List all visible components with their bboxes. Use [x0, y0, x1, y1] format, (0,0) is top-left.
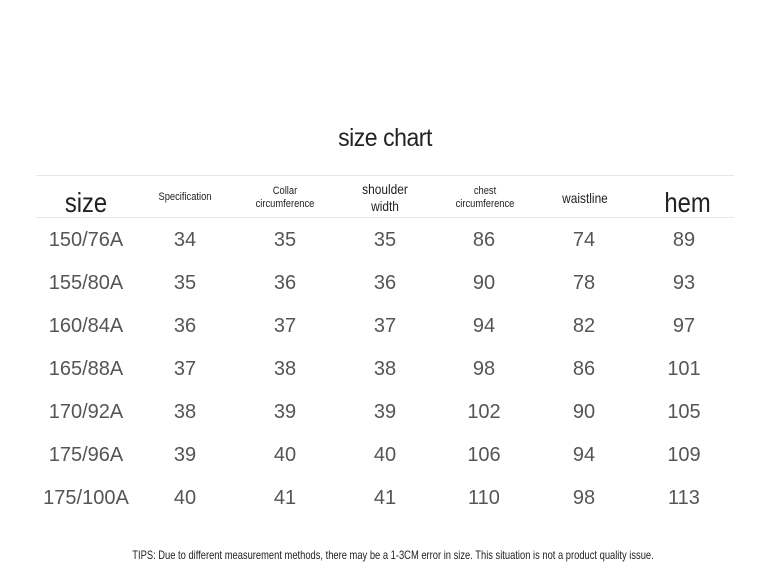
cell-waistline: 82 [572, 315, 596, 337]
cell-shoulder: 35 [373, 229, 397, 251]
cell-collar: 38 [273, 358, 297, 380]
table-row [0, 440, 770, 470]
cell-shoulder: 39 [373, 401, 397, 423]
cell-specification: 35 [173, 272, 197, 294]
cell-size: 175/96A [48, 444, 124, 466]
table-row [0, 311, 770, 341]
cell-specification: 36 [173, 315, 197, 337]
cell-collar: 36 [273, 272, 297, 294]
cell-specification: 37 [173, 358, 197, 380]
header-size: size [64, 187, 108, 219]
cell-shoulder: 36 [373, 272, 397, 294]
cell-specification: 38 [173, 401, 197, 423]
cell-size: 170/92A [48, 401, 124, 423]
cell-hem: 93 [672, 272, 696, 294]
cell-size: 160/84A [48, 315, 124, 337]
cell-waistline: 94 [572, 444, 596, 466]
cell-waistline: 74 [572, 229, 596, 251]
table-row [0, 354, 770, 384]
header-chest-circumference: chest circumference [455, 184, 515, 210]
header-collar-circumference: Collar circumference [255, 184, 315, 210]
cell-waistline: 98 [572, 487, 596, 509]
cell-waistline: 86 [572, 358, 596, 380]
header-hem: hem [664, 187, 711, 219]
cell-collar: 35 [273, 229, 297, 251]
cell-chest: 110 [468, 487, 500, 509]
table-row [0, 225, 770, 255]
cell-size: 155/80A [48, 272, 124, 294]
cell-collar: 39 [273, 401, 297, 423]
cell-specification: 40 [173, 487, 197, 509]
table-row [0, 397, 770, 427]
cell-shoulder: 40 [373, 444, 397, 466]
cell-size: 175/100A [43, 487, 129, 509]
cell-chest: 98 [472, 358, 496, 380]
cell-collar: 37 [273, 315, 297, 337]
chart-title: size chart [338, 124, 432, 152]
cell-size: 165/88A [48, 358, 124, 380]
cell-shoulder: 38 [373, 358, 397, 380]
cell-shoulder: 37 [373, 315, 397, 337]
cell-shoulder: 41 [373, 487, 397, 509]
cell-waistline: 78 [572, 272, 596, 294]
cell-hem: 105 [667, 401, 701, 423]
header-specification: Specification [158, 191, 212, 204]
cell-hem: 113 [668, 487, 700, 509]
header-waistline: waistline [562, 189, 608, 206]
cell-chest: 90 [472, 272, 496, 294]
cell-size: 150/76A [48, 229, 124, 251]
cell-collar: 41 [273, 487, 297, 509]
cell-chest: 102 [467, 401, 501, 423]
table-row [0, 268, 770, 298]
cell-specification: 39 [173, 444, 197, 466]
cell-chest: 106 [467, 444, 501, 466]
cell-chest: 94 [472, 315, 496, 337]
cell-hem: 89 [672, 229, 696, 251]
cell-hem: 109 [667, 444, 701, 466]
tips-note: TIPS: Due to different measurement methods, there may be a 1-3CM error in size. This situation is not a product quality issue. [132, 548, 654, 562]
cell-waistline: 90 [572, 401, 596, 423]
cell-chest: 86 [472, 229, 496, 251]
cell-hem: 97 [672, 315, 696, 337]
header-shoulder-width: shoulder width [362, 181, 408, 214]
cell-collar: 40 [273, 444, 297, 466]
cell-hem: 101 [667, 358, 701, 380]
cell-specification: 34 [173, 229, 197, 251]
header-top-divider [36, 175, 734, 176]
table-row [0, 483, 770, 513]
